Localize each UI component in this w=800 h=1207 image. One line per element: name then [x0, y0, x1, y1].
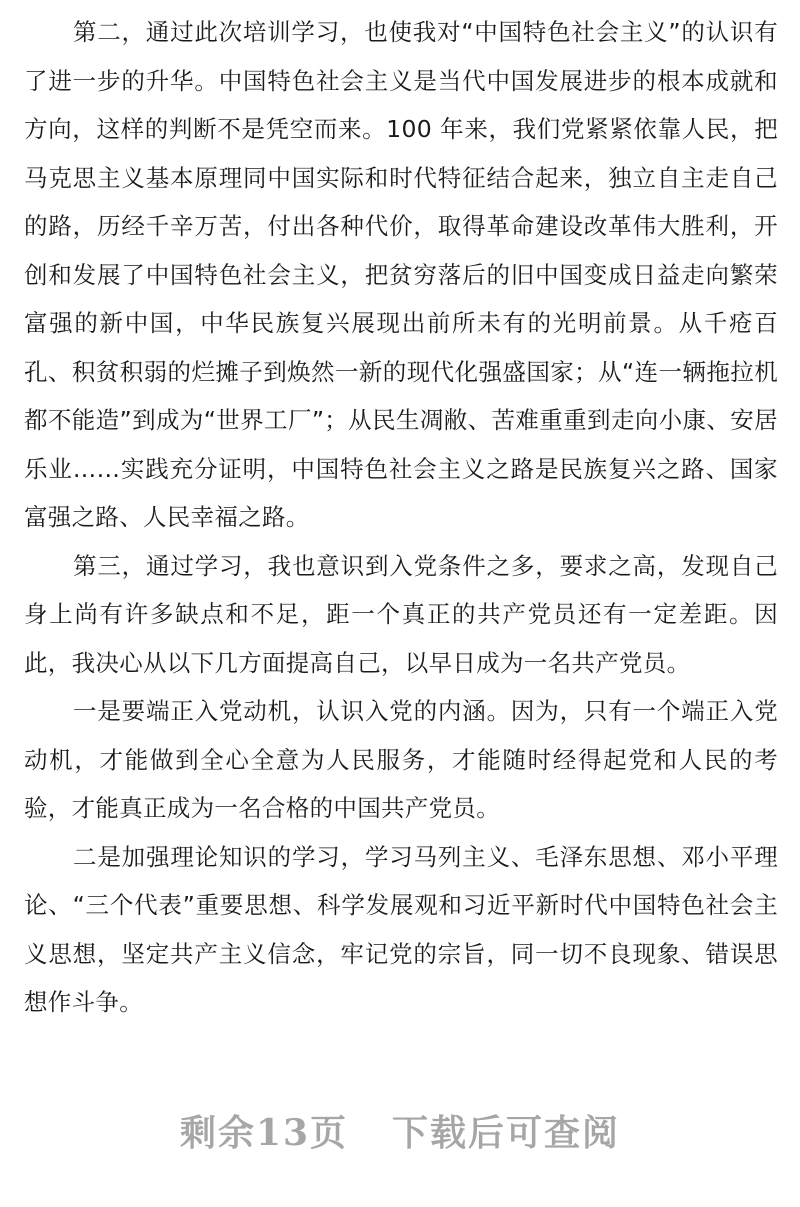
paragraph-item-one: 一是要端正入党动机，认识入党的内涵。因为，只有一个端正入党动机，才能做到全心全意为人民服务，才能随时经得起党和人民的考验，才能真正成为一名合格的中国共产党员。	[24, 697, 778, 822]
download-prompt[interactable]	[0, 1105, 800, 1156]
remaining-pages-label: 剩余13页	[179, 1112, 349, 1154]
document-body	[24, 8, 778, 1027]
paragraph-second-point: 第二，通过此次培训学习，也使我对“中国特色社会主义”的认识有了进一步的升华。中国特色社会主义是当代中国发展进步的根本成就和方向，这样的判断不是凭空而来。100 年来，我们党紧紧依靠人民，把马克思主义基本原理同中国实际和时代特征结合起来，独立自主走自己的路，历经千辛万苦，付出各种代价，取得革命建设改革伟大胜利，开创和发展了中国特色社会主义，把贫穷落后的旧中国变成日益走向繁荣富强的新中国，中华民族复兴展现出前所未有的光明前景。从千疮百孔、积贫积弱的烂摊子到焕然一新的现代化强盛国家；从“连一辆拖拉机都不能造”到成为“世界工厂”；从民生凋敝、苦难重重到走向小康、安居乐业……实践充分证明，中国特色社会主义之路是民族复兴之路、国家富强之路、人民幸福之路。	[24, 18, 778, 531]
paragraph-item-two: 二是加强理论知识的学习，学习马列主义、毛泽东思想、邓小平理论、“三个代表”重要思想、科学发展观和习近平新时代中国特色社会主义思想，坚定共产主义信念，牢记党的宗旨，同一切不良现象、错误思想作斗争。	[24, 842, 778, 1016]
download-to-read-label: 下载后可查阅	[392, 1112, 621, 1154]
paragraph-third-point: 第三，通过学习，我也意识到入党条件之多，要求之高，发现自己身上尚有许多缺点和不足，距一个真正的共产党员还有一定差距。因此，我决心从以下几方面提高自己，以早日成为一名共产党员。	[24, 551, 778, 677]
